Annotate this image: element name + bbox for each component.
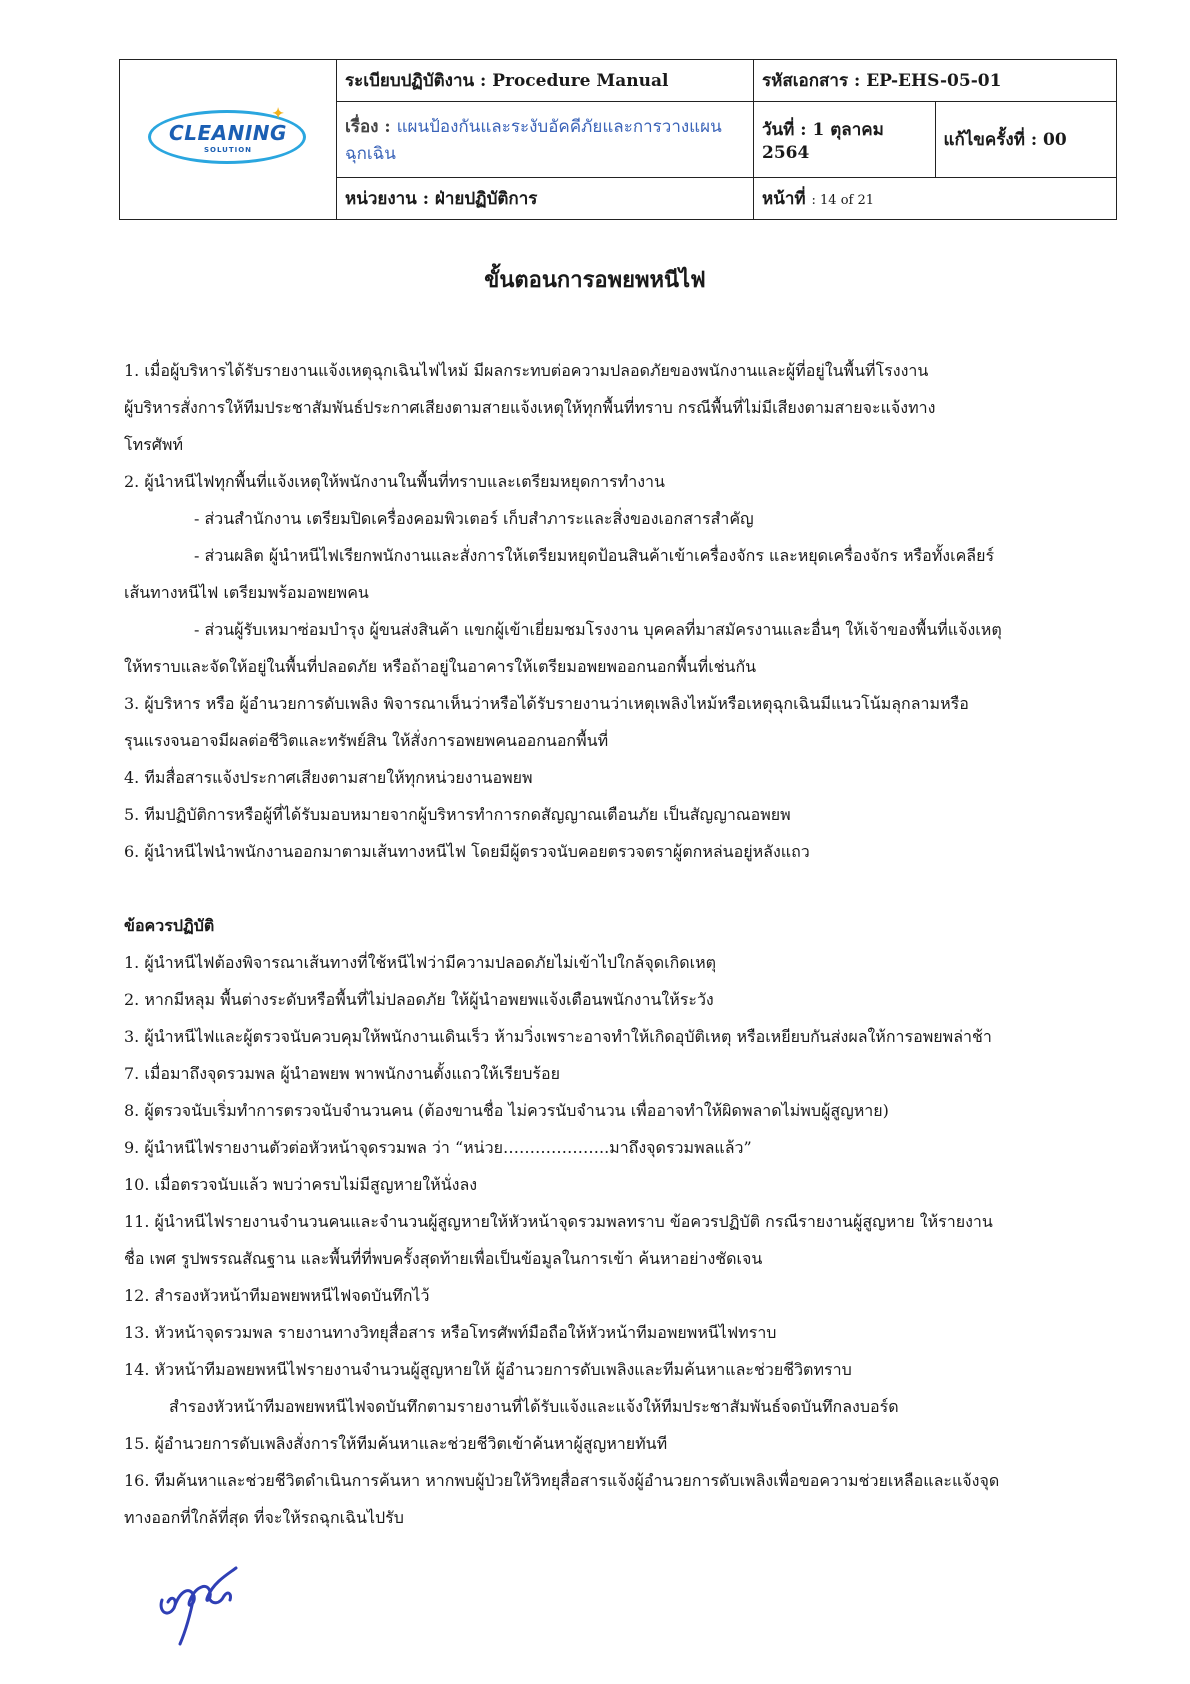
revision-field: แก้ไขครั้งที่ : 00 [935,102,1117,178]
page-title: ขั้นตอนการอพยพหนีไฟ [484,267,706,293]
guideline-line: 12. สำรองหัวหน้าทีมอพยพหนีไฟจดบันทึกไว้ [124,1286,430,1305]
guideline-line: 9. ผู้นำหนีไฟรายงานตัวต่อหัวหน้าจุดรวมพล ว่า “หน่วย………………..มาถึงจุดรวมพลแล้ว” [124,1138,752,1157]
guideline-line: 13. หัวหน้าจุดรวมพล รายงานทางวิทยุสื่อสาร หรือโทรศัพท์มือถือให้หัวหน้าทีมอพยพหนีไฟทราบ [124,1323,777,1342]
guideline-line: 8. ผู้ตรวจนับเริ่มทำการตรวจนับจำนวนคน (ต้องขานชื่อ ไม่ควรนับจำนวน เพื่ออาจทำให้ผิดพลาดไม่พบผู้สูญหาย) [124,1101,889,1120]
procedure-line: ผู้บริหารสั่งการให้ทีมประชาสัมพันธ์ประกาศเสียงตามสายแจ้งเหตุให้ทุกพื้นที่ทราบ กรณีพื้นที่ไม่มีเสียงตามสายจะแจ้งทาง [124,398,936,417]
procedure-line: เส้นทางหนีไฟ เตรียมพร้อมอพยพคน [124,583,369,602]
guideline-line: 3. ผู้นำหนีไฟและผู้ตรวจนับควบคุมให้พนักงานเดินเร็ว ห้ามวิ่งเพราะอาจทำให้เกิดอุบัติเหตุ หรือเหยียบกันส่งผลให้การอพยพล่าช้า [124,1027,992,1046]
unit-field: หน่วยงาน : ฝ่ายปฏิบัติการ [337,178,754,220]
guideline-line: 14. หัวหน้าทีมอพยพหนีไฟรายงานจำนวนผู้สูญหายให้ ผู้อำนวยการดับเพลิงและทีมค้นหาและช่วยชีวิตทราบ [124,1360,852,1379]
handwritten-signature [150,1560,260,1650]
procedure-subitem: - ส่วนสำนักงาน เตรียมปิดเครื่องคอมพิวเตอร์ เก็บสำภาระและสิ่งของเอกสารสำคัญ [194,509,754,528]
procedure-line: 2. ผู้นำหนีไฟทุกพื้นที่แจ้งเหตุให้พนักงานในพื้นที่ทราบและเตรียมหยุดการทำงาน [124,472,665,491]
procedure-line: รุนแรงจนอาจมีผลต่อชีวิตและทรัพย์สิน ให้สั่งการอพยพคนออกนอกพื้นที่ [124,731,609,750]
subject-label: เรื่อง : [345,116,391,137]
section-gap [124,870,1094,907]
procedure-line: ให้ทราบและจัดให้อยู่ในพื้นที่ปลอดภัย หรือถ้าอยู่ในอาคารให้เตรียมอพยพออกนอกพื้นที่เช่นกัน [124,657,757,676]
procedure-line: 4. ทีมสื่อสารแจ้งประกาศเสียงตามสายให้ทุกหน่วยงานอพยพ [124,768,533,787]
guideline-line: ทางออกที่ใกล้ที่สุด ที่จะให้รถฉุกเฉินไปรับ [124,1508,404,1527]
guideline-line: 7. เมื่อมาถึงจุดรวมพล ผู้นำอพยพ พาพนักงานตั้งแถวให้เรียบร้อย [124,1064,560,1083]
manual-label: ระเบียบปฏิบัติงาน : Procedure Manual [337,60,754,102]
procedure-line: 6. ผู้นำหนีไฟนำพนักงานออกมาตามเส้นทางหนีไฟ โดยมีผู้ตรวจนับคอยตรวจตราผู้ตกหล่นอยู่หลังแถว [124,842,810,861]
guideline-line: 16. ทีมค้นหาและช่วยชีวิตดำเนินการค้นหา หากพบผู้ป่วยให้วิทยุสื่อสารแจ้งผู้อำนวยการดับเพลิงเพื่อขอความช่วยเหลือและแจ้งจุด [124,1471,1000,1490]
procedure-line: 1. เมื่อผู้บริหารได้รับรายงานแจ้งเหตุฉุกเฉินไฟไหม้ มีผลกระทบต่อความปลอดภัยของพนักงานและผู้ที่อยู่ในพื้นที่โรงงาน [124,361,929,380]
company-logo [148,106,308,168]
page-value: : 14 of 21 [811,193,875,208]
guideline-line: ชื่อ เพศ รูปพรรณสัณฐาน และพื้นที่ที่พบครั้งสุดท้ายเพื่อเป็นข้อมูลในการเข้า ค้นหาอย่างชัดเจน [124,1249,763,1268]
procedure-subitem: - ส่วนผู้รับเหมาซ่อมบำรุง ผู้ขนส่งสินค้า แขกผู้เข้าเยี่ยมชมโรงงาน บุคคลที่มาสมัครงานและอื่นๆ ให้เจ้าของพื้นที่แจ้งเหตุ [194,620,1002,639]
procedure-subitem: - ส่วนผลิต ผู้นำหนีไฟเรียกพนักงานและสั่งการให้เตรียมหยุดป้อนสินค้าเข้าเครื่องจักร และหยุดเครื่องจักร หรือทั้งเคลียร์ [194,546,995,565]
guideline-line: 10. เมื่อตรวจนับแล้ว พบว่าครบไม่มีสูญหายให้นั่งลง [124,1175,478,1194]
guideline-line: 15. ผู้อำนวยการดับเพลิงสั่งการให้ทีมค้นหาและช่วยชีวิตเข้าค้นหาผู้สูญหายทันที [124,1434,668,1453]
logo-cell [120,60,337,220]
procedure-line: โทรศัพท์ [124,435,183,454]
procedure-line: 5. ทีมปฏิบัติการหรือผู้ที่ได้รับมอบหมายจากผู้บริหารทำการกดสัญญาณเตือนภัย เป็นสัญญาณอพยพ [124,805,791,824]
guideline-line: 11. ผู้นำหนีไฟรายงานจำนวนคนและจำนวนผู้สูญหายให้หัวหน้าจุดรวมพลทราบ ข้อควรปฏิบัติ กรณีรายงานผู้สูญหาย ให้รายงาน [124,1212,993,1231]
sparkle-icon: ✦ [272,106,284,122]
subject-value: แผนป้องกันและระงับอัคคีภัยและการวางแผนฉุกเฉิน [345,116,722,164]
procedure-line: 3. ผู้บริหาร หรือ ผู้อำนวยการดับเพลิง พิจารณาเห็นว่าหรือได้รับรายงานว่าเหตุเพลิงไหม้หรือเหตุฉุกเฉินมีแนวโน้มลุกลามหรือ [124,694,969,713]
document-code: รหัสเอกสาร : EP-EHS-05-01 [754,60,1117,102]
page-number-cell [754,178,1117,220]
subject-cell [337,102,754,178]
logo-subtext: SOLUTION [203,146,253,154]
document-body [124,352,1094,1536]
document-header [119,59,1117,220]
guideline-line: 2. หากมีหลุม พื้นต่างระดับหรือพื้นที่ไม่ปลอดภัย ให้ผู้นำอพยพแจ้งเตือนพนักงานให้ระวัง [124,990,714,1009]
logo-text: CLEANING [169,121,287,145]
page-label: หน้าที่ [762,189,806,209]
guideline-line: 1. ผู้นำหนีไฟต้องพิจารณาเส้นทางที่ใช้หนีไฟว่ามีความปลอดภัยไม่เข้าไปใกล้จุดเกิดเหตุ [124,953,717,972]
section-heading: ข้อควรปฏิบัติ [124,916,215,935]
guideline-line: สำรองหัวหน้าทีมอพยพหนีไฟจดบันทึกตามรายงานที่ได้รับแจ้งและแจ้งให้ทีมประชาสัมพันธ์จดบันทึกลงบอร์ด [169,1397,899,1416]
date-field: วันที่ : 1 ตุลาคม 2564 [754,102,936,178]
